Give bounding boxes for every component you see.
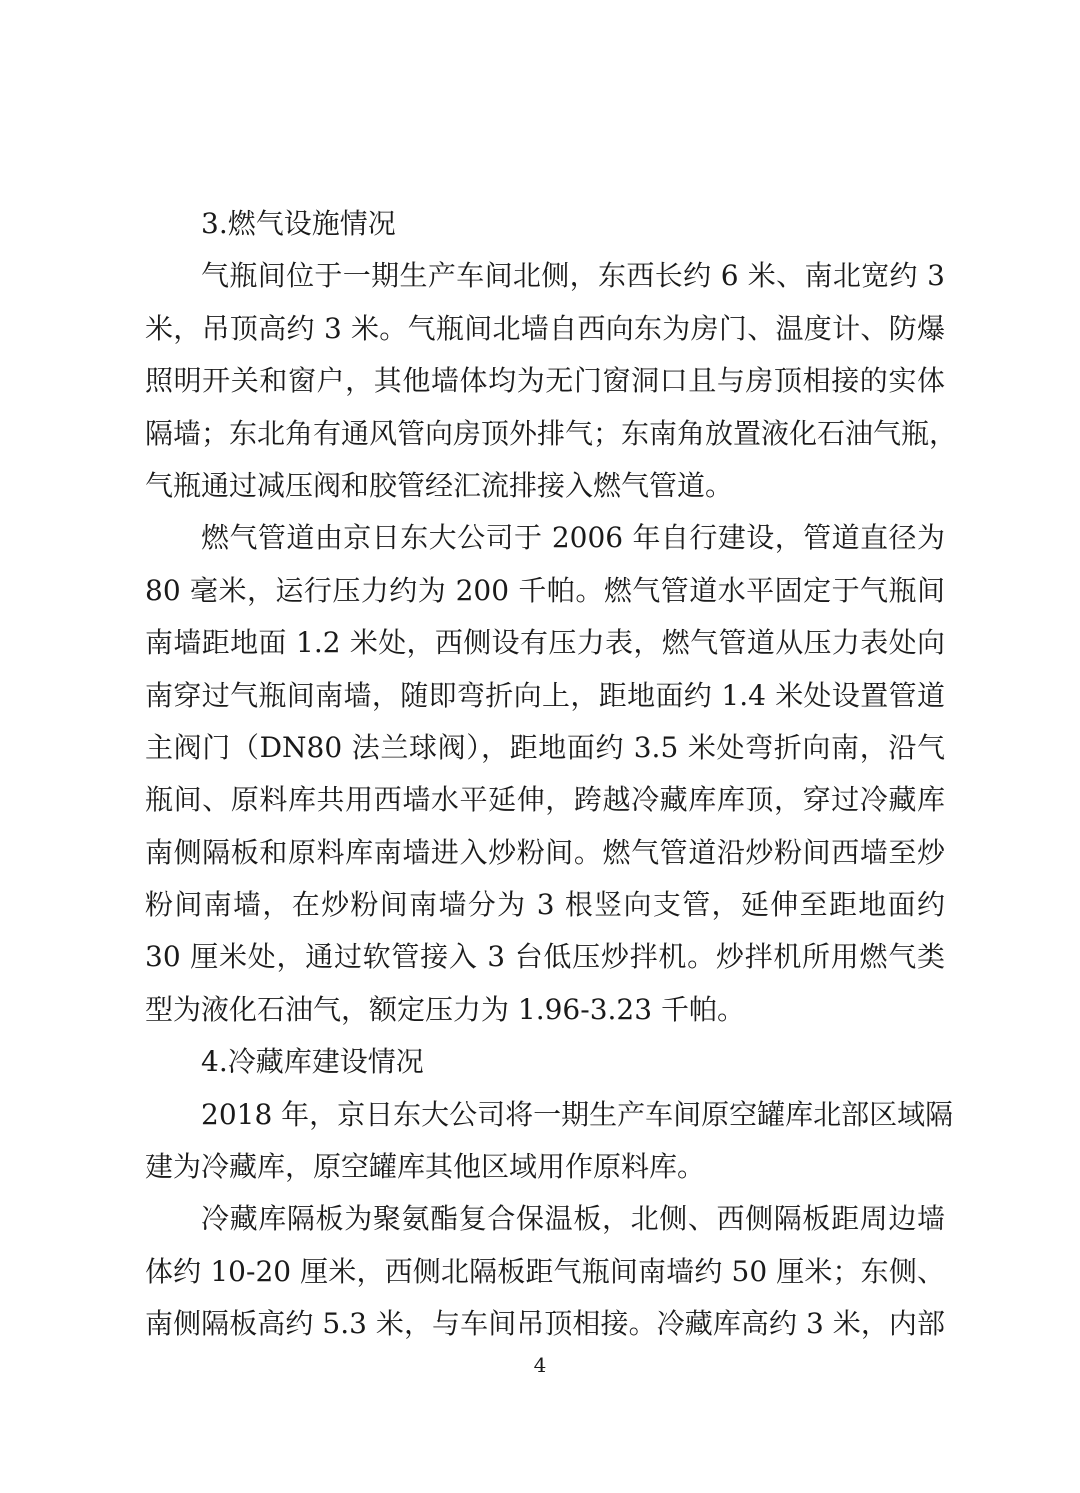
page-number: 4	[533, 1353, 547, 1377]
paragraph-line: 30 厘米处，通过软管接入 3 台低压炒拌机。炒拌机所用燃气类	[145, 940, 945, 974]
section-heading-cold-storage: 4.冷藏库建设情况	[201, 1045, 424, 1079]
paragraph-line: 气瓶间位于一期生产车间北侧，东西长约 6 米、南北宽约 3	[201, 259, 945, 293]
section-heading-gas-facilities: 3.燃气设施情况	[201, 207, 396, 240]
paragraph-line: 南墙距地面 1.2 米处，西侧设有压力表，燃气管道从压力表处向	[145, 626, 945, 660]
paragraph-line: 照明开关和窗户，其他墙体均为无门窗洞口且与房顶相接的实体	[145, 364, 945, 398]
paragraph-line: 主阀门（DN80 法兰球阀），距地面约 3.5 米处弯折向南，沿气	[145, 730, 945, 764]
paragraph-line: 米，吊顶高约 3 米。气瓶间北墙自西向东为房门、温度计、防爆	[145, 311, 945, 345]
paragraph-line: 80 毫米，运行压力约为 200 千帕。燃气管道水平固定于气瓶间	[145, 573, 945, 607]
paragraph-line: 型为液化石油气，额定压力为 1.96-3.23 千帕。	[145, 992, 745, 1026]
paragraph-line: 冷藏库隔板为聚氨酯复合保温板，北侧、西侧隔板距周边墙	[201, 1202, 945, 1236]
paragraph-line: 体约 10-20 厘米，西侧北隔板距气瓶间南墙约 50 厘米；东侧、	[145, 1254, 945, 1288]
paragraph-line: 南侧隔板高约 5.3 米，与车间吊顶相接。冷藏库高约 3 米，内部	[145, 1307, 945, 1341]
paragraph-line: 南侧隔板和原料库南墙进入炒粉间。燃气管道沿炒粉间西墙至炒	[145, 835, 945, 869]
paragraph-line: 瓶间、原料库共用西墙水平延伸，跨越冷藏库库顶，穿过冷藏库	[145, 783, 945, 817]
paragraph-line: 2018 年，京日东大公司将一期生产车间原空罐库北部区域隔	[201, 1097, 954, 1131]
paragraph-line: 气瓶通过减压阀和胶管经汇流排接入燃气管道。	[145, 468, 734, 502]
document-body	[145, 198, 958, 1351]
paragraph-line: 燃气管道由京日东大公司于 2006 年自行建设，管道直径为	[201, 521, 945, 555]
paragraph-line: 南穿过气瓶间南墙，随即弯折向上，距地面约 1.4 米处设置管道	[145, 678, 945, 712]
paragraph-line: 建为冷藏库，原空罐库其他区域用作原料库。	[145, 1150, 706, 1184]
paragraph-line: 粉间南墙，在炒粉间南墙分为 3 根竖向支管，延伸至距地面约	[145, 888, 945, 922]
paragraph-line: 隔墙；东北角有通风管向房顶外排气；东南角放置液化石油气瓶，	[145, 416, 958, 450]
